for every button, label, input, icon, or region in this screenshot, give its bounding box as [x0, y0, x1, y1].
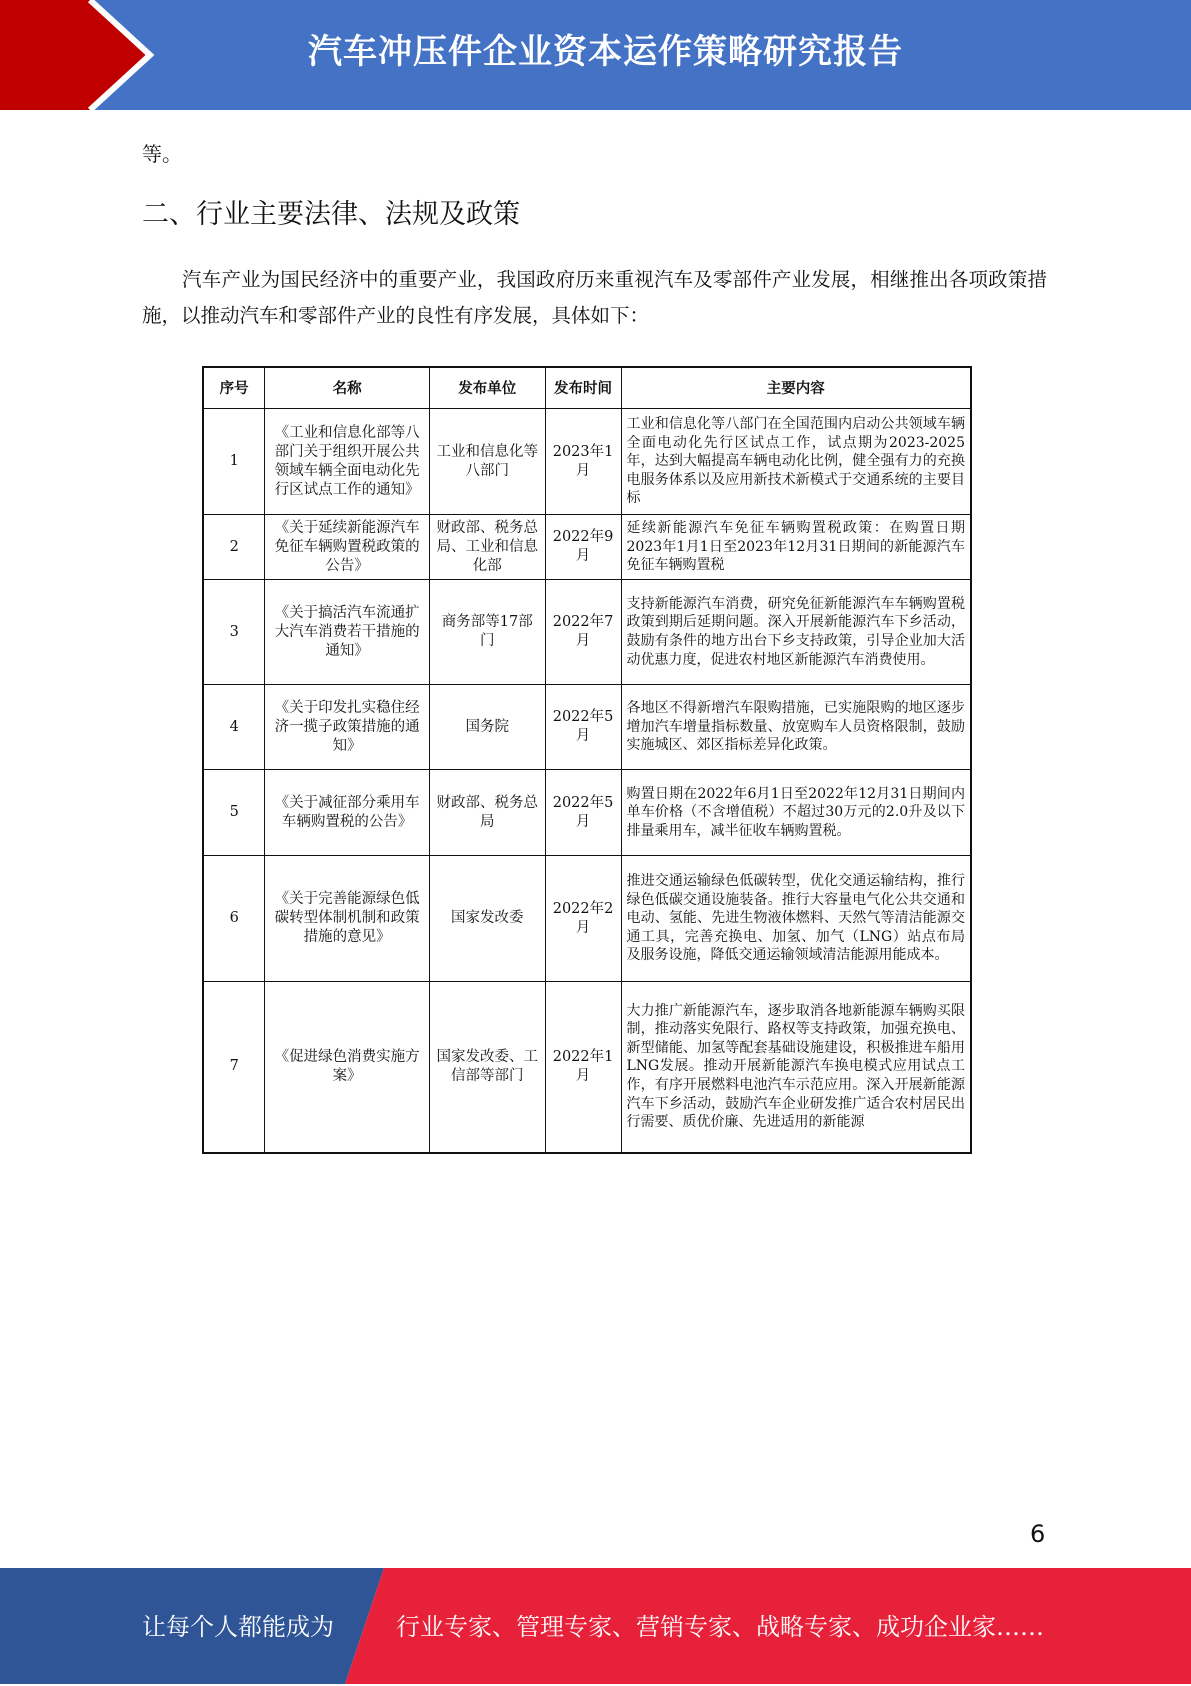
row-content: 延续新能源汽车免征车辆购置税政策：在购置日期2023年1月1日至2023年12月31日期间的新能源汽车免征车辆购置税 [621, 515, 971, 580]
row-date: 2022年5月 [545, 770, 621, 856]
table-row [203, 770, 971, 856]
page-number: 6 [1030, 1520, 1046, 1548]
header-cell-content: 主要内容 [621, 367, 971, 409]
row-name: 《促进绿色消费实施方案》 [265, 982, 430, 1153]
header-cell-issuer: 发布单位 [429, 367, 545, 409]
row-date: 2022年7月 [545, 580, 621, 685]
row-content: 购置日期在2022年6月1日至2022年12月31日期间内单车价格（不含增值税）不超过30万元的2.0升及以下排量乘用车，减半征收车辆购置税。 [621, 770, 971, 856]
row-issuer: 国务院 [429, 685, 545, 770]
row-issuer: 财政部、税务总局 [429, 770, 545, 856]
row-no: 4 [203, 685, 265, 770]
row-no: 5 [203, 770, 265, 856]
row-no: 7 [203, 982, 265, 1153]
intro-paragraph: 汽车产业为国民经济中的重要产业，我国政府历来重视汽车及零部件产业发展，相继推出各项政策措施，以推动汽车和零部件产业的良性有序发展，具体如下： [142, 268, 1047, 327]
row-no: 2 [203, 515, 265, 580]
row-name: 《关于延续新能源汽车免征车辆购置税政策的公告》 [265, 515, 430, 580]
row-content: 工业和信息化等八部门在全国范围内启动公共领域车辆全面电动化先行区试点工作，试点期为2023-2025年，达到大幅提高车辆电动化比例，健全强有力的充换电服务体系以及应用新技术新模式于交通系统的主要目标 [621, 409, 971, 515]
row-content: 支持新能源汽车消费，研究免征新能源汽车车辆购置税政策到期后延期问题。深入开展新能源汽车下乡活动，鼓励有条件的地方出台下乡支持政策，引导企业加大活动优惠力度，促进农村地区新能源汽车消费使用。 [621, 580, 971, 685]
header-cell-name: 名称 [265, 367, 430, 409]
row-content: 推进交通运输绿色低碳转型，优化交通运输结构，推行绿色低碳交通设施装备。推行大容量电气化公共交通和电动、氢能、先进生物液体燃料、天然气等清洁能源交通工具，完善充换电、加氢、加气（LNG）站点布局及服务设施，降低交通运输领域清洁能源用能成本。 [621, 856, 971, 982]
policy-table [202, 366, 972, 1154]
row-issuer: 工业和信息化等八部门 [429, 409, 545, 515]
table-row [203, 982, 971, 1153]
table-header-row [203, 367, 971, 409]
section-heading: 二、行业主要法律、法规及政策 [142, 199, 520, 230]
row-no: 6 [203, 856, 265, 982]
row-name: 《关于减征部分乘用车车辆购置税的公告》 [265, 770, 430, 856]
footer-slogan-right: 行业专家、管理专家、营销专家、战略专家、成功企业家…… [396, 1613, 1044, 1641]
row-date: 2022年9月 [545, 515, 621, 580]
row-no: 1 [203, 409, 265, 515]
row-name: 《关于印发扎实稳住经济一揽子政策措施的通知》 [265, 685, 430, 770]
table-row [203, 685, 971, 770]
continued-text: 等。 [142, 142, 182, 166]
table-row [203, 515, 971, 580]
row-content: 大力推广新能源汽车，逐步取消各地新能源车辆购买限制，推动落实免限行、路权等支持政策，加强充换电、新型储能、加氢等配套基础设施建设，积极推进车船用LNG发展。推动开展新能源汽车换电模式应用试点工作，有序开展燃料电池汽车示范应用。深入开展新能源汽车下乡活动，鼓励汽车企业研发推广适合农村居民出行需要、质优价廉、先进适用的新能源 [621, 982, 971, 1153]
table-row [203, 409, 971, 515]
row-date: 2022年1月 [545, 982, 621, 1153]
row-date: 2022年5月 [545, 685, 621, 770]
row-content: 各地区不得新增汽车限购措施，已实施限购的地区逐步增加汽车增量指标数量、放宽购车人员资格限制，鼓励实施城区、郊区指标差异化政策。 [621, 685, 971, 770]
row-name: 《关于搞活汽车流通扩大汽车消费若干措施的通知》 [265, 580, 430, 685]
header-cell-date: 发布时间 [545, 367, 621, 409]
row-name: 《关于完善能源绿色低碳转型体制机制和政策措施的意见》 [265, 856, 430, 982]
table-row [203, 580, 971, 685]
row-issuer: 财政部、税务总局、工业和信息化部 [429, 515, 545, 580]
page-header [0, 0, 1191, 110]
row-issuer: 国家发改委 [429, 856, 545, 982]
row-issuer: 国家发改委、工信部等部门 [429, 982, 545, 1153]
header-title: 汽车冲压件企业资本运作策略研究报告 [308, 32, 903, 72]
page-footer [0, 1568, 1191, 1684]
header-cell-no: 序号 [203, 367, 265, 409]
footer-slogan-left: 让每个人都能成为 [142, 1613, 334, 1641]
row-date: 2023年1月 [545, 409, 621, 515]
row-name: 《工业和信息化部等八部门关于组织开展公共领域车辆全面电动化先行区试点工作的通知》 [265, 409, 430, 515]
row-date: 2022年2月 [545, 856, 621, 982]
row-no: 3 [203, 580, 265, 685]
table-row [203, 856, 971, 982]
row-issuer: 商务部等17部门 [429, 580, 545, 685]
